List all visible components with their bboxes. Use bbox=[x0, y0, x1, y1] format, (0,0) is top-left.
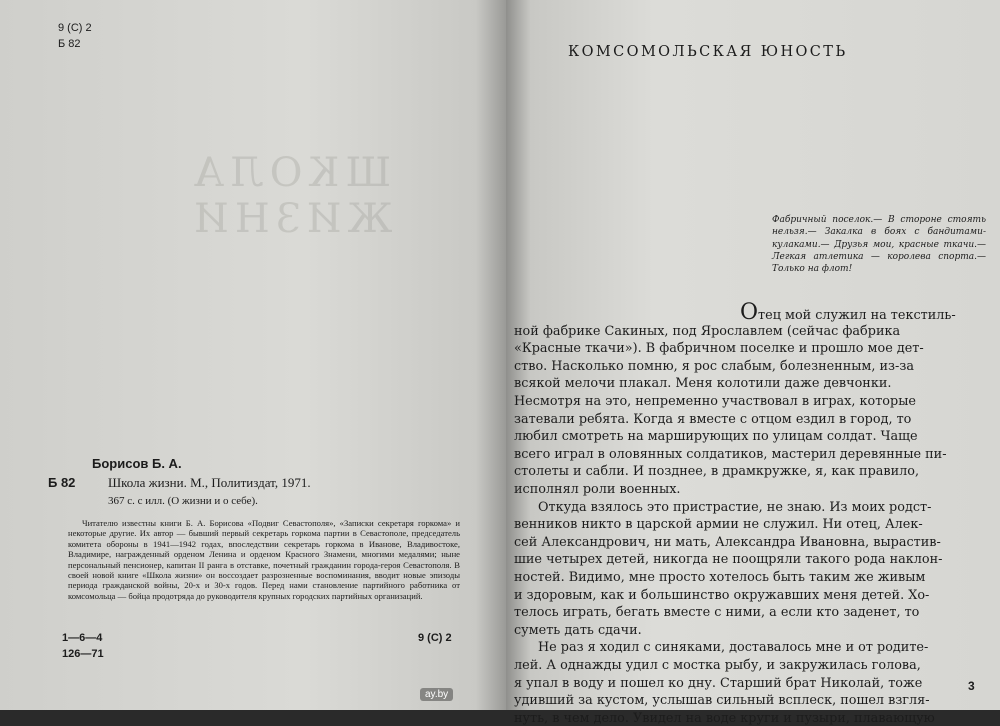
chapter-title: КОМСОМОЛЬСКАЯ ЮНОСТЬ bbox=[568, 44, 848, 60]
catalog-author: Борисов Б. А. bbox=[92, 456, 182, 471]
right-page bbox=[506, 0, 1000, 726]
body-line: лей. А однажды удил с мостка рыбу, и закружилась голова, bbox=[514, 658, 921, 673]
watermark: ay.by bbox=[420, 688, 453, 701]
body-line: я упал в воду и пошел ко дну. Старший брат Николай, тоже bbox=[514, 675, 923, 691]
body-line: Откуда взялось это пристрастие, не знаю. Из моих родст- bbox=[538, 499, 932, 515]
body-line: «Красные ткачи»). В фабричном поселке и прошло мое дет- bbox=[514, 341, 924, 357]
bbk-index: 9 (С) 2 bbox=[58, 22, 92, 34]
index-line-1: 1—6—4 bbox=[62, 632, 103, 644]
body-line: телось играть, бегать вместе с ними, а если кто заденет, то bbox=[514, 605, 920, 621]
body-line: любил смотреть на марширующих по улицам солдат. Чаще bbox=[514, 429, 918, 445]
body-line: и здоровым, как и большинство окружавших меня детей. Хо- bbox=[514, 587, 930, 603]
body-line: всякой мелочи плакал. Меня колотили даже девчонки. bbox=[514, 376, 892, 392]
body-line bbox=[740, 300, 976, 325]
index-line-2: 126—71 bbox=[62, 648, 104, 660]
body-line: Не раз я ходил с синяками, доставалось мне и от родите- bbox=[538, 640, 929, 656]
first-line-text: тец мой служил на текстиль- bbox=[758, 308, 956, 323]
catalog-biblio-line: Школа жизни. М., Политиздат, 1971. bbox=[108, 475, 311, 490]
body-line: удивший за кустом, услышав сильный всплеск, пошел взгля- bbox=[514, 693, 930, 709]
body-line: затевали ребята. Когда я вместе с отцом ездил в город, то bbox=[514, 411, 912, 427]
body-line: ной фабрике Сакиных, под Ярославлем (сейчас фабрика bbox=[514, 323, 901, 339]
index-right: 9 (С) 2 bbox=[418, 632, 452, 644]
show-through-title-line1: ШКОЛА bbox=[188, 150, 392, 196]
body-line: суметь дать сдачи. bbox=[514, 622, 642, 638]
body-line: ство. Насколько помню, я рос слабым, болезненным, из-за bbox=[514, 358, 914, 374]
body-line: ностей. Видимо, мне просто хотелось быть таким же живым bbox=[514, 570, 926, 585]
body-line: венников никто в царской армии не служил. Ни отец, Алек- bbox=[514, 517, 923, 533]
catalog-annotation: Читателю известны книги Б. А. Борисова «Подвиг Севастополя», «Записки секретаря горкома» и некоторые другие. Их автор — бывший первый секретарь горкома партии в Севастополе, председатель комитета обороны в 1941—1942 годах, впоследствии секретарь горкома в Иванове, Владивостоке, Владимире, награжденный орденом Ленина и орденом Красного Знамени, многими медалями; ныне персональный пенсионер, капитан II ранга в отставке, почетный гражданин города-героя Севастополя. В своей новой книге «Школа жизни» он воссоздает разрозненные воспоминания, вводит новые эпизоды периода гражданской войны, 20-х и 30-х годов. Перед нами становление партийного работника от комсомольца — бойца продотряда до руководителя крупных городских партийных организаций. bbox=[68, 518, 460, 601]
body-line: столеты и сабли. И позднее, в драмкружке, я, как правило, bbox=[514, 464, 920, 480]
catalog-pages-line: 367 с. с илл. (О жизни и о себе). bbox=[108, 495, 258, 507]
chapter-epigraph: Фабричный поселок.— В стороне стоять нельзя.— Закалка в боях с бандитами-кулаками.— Друзья мои, красные ткачи.— Легкая атлетика — королева спорта.— Только на флот! bbox=[772, 215, 986, 275]
bbk-code: Б 82 bbox=[58, 38, 81, 50]
page-number: 3 bbox=[968, 679, 975, 693]
body-text bbox=[506, 0, 1000, 726]
drop-cap: О bbox=[740, 300, 759, 325]
body-line: Несмотря на это, непременно участвовал в играх, которые bbox=[514, 394, 916, 409]
left-page bbox=[0, 0, 506, 710]
catalog-code: Б 82 bbox=[48, 475, 76, 490]
body-line: нуть, в чем дело. Увидел на воде круги и пузыри, плавающую bbox=[514, 710, 935, 726]
body-line: сей Александрович, ни мать, Александра Ивановна, вырастив- bbox=[514, 534, 941, 550]
body-line: шие четырех детей, никогда не поощряли такого рода наклон- bbox=[514, 552, 943, 568]
body-line: всего играл в оловянных солдатиков, мастерил деревянные пи- bbox=[514, 446, 947, 462]
show-through-title-line2: ЖИЗНИ bbox=[188, 196, 393, 242]
body-line: исполнял роли военных. bbox=[514, 482, 681, 497]
